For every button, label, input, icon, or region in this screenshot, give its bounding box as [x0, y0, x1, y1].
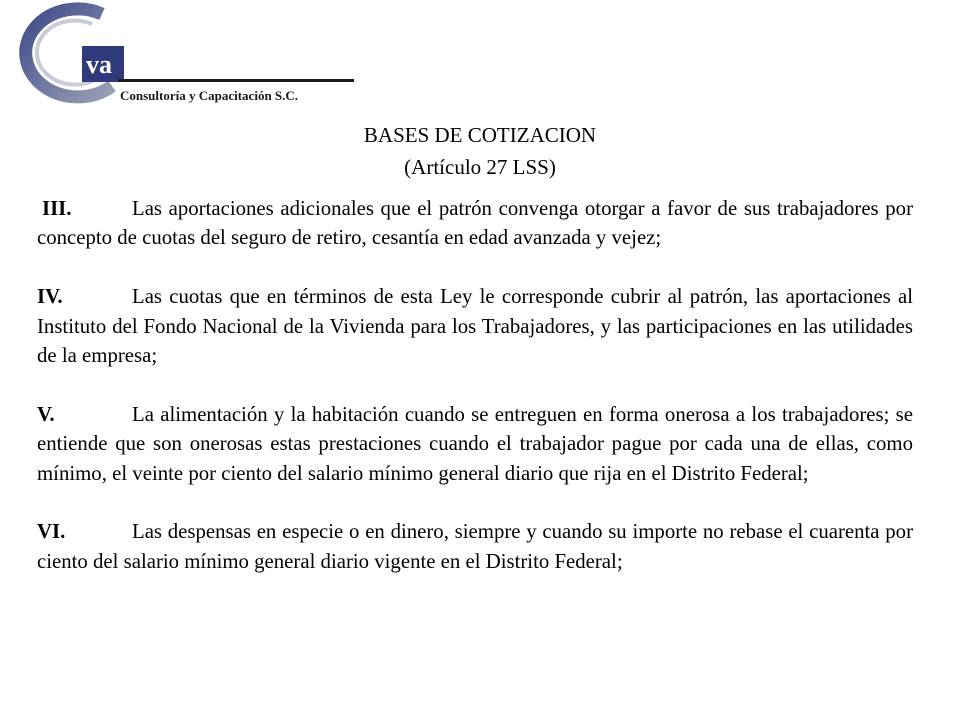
paragraph-numeral: IV. — [37, 285, 63, 309]
paragraph-text: La alimentación y la habitación cuando se entreguen en forma onerosa a los trabajadores; se entiende que son onerosas estas prestaciones cuando el trabajador pague por cada una de ellas, como mínimo, el veinte por ciento del salario mínimo general diario que rija en el Distrito Federal; — [37, 402, 913, 485]
paragraph-text: Las despensas en especie o en dinero, siempre y cuando su importe no rebase el cuarenta por ciento del salario mínimo general diario vigente en el Distrito Federal; — [37, 520, 913, 573]
paragraph-text: Las cuotas que en términos de esta Ley le corresponde cubrir al patrón, las aportaciones al Instituto del Fondo Nacional de la Vivienda para los Trabajadores, y las participaciones en las utilidades de la empresa; — [37, 285, 913, 368]
article-content — [37, 194, 913, 606]
logo-company-name: Consultoría y Capacitación S.C. — [120, 88, 299, 103]
logo-letters: va — [86, 50, 112, 79]
paragraph-iii — [37, 194, 913, 253]
paragraph-numeral: VI. — [37, 520, 66, 544]
paragraph-text: Las aportaciones adicionales que el patrón convenga otorgar a favor de sus trabajadores por concepto de cuotas del seguro de retiro, cesantía en edad avanzada y vejez; — [37, 197, 913, 250]
paragraph-numeral: III. — [42, 197, 72, 220]
paragraph-vi — [37, 517, 913, 576]
company-logo — [0, 0, 360, 112]
paragraph-iv — [37, 282, 913, 370]
page-title: BASES DE COTIZACION — [363, 123, 597, 147]
paragraph-numeral: V. — [37, 402, 55, 426]
page-subtitle: (Artículo 27 LSS) — [404, 155, 556, 179]
logo-underline — [118, 79, 354, 82]
paragraph-v — [37, 400, 913, 488]
